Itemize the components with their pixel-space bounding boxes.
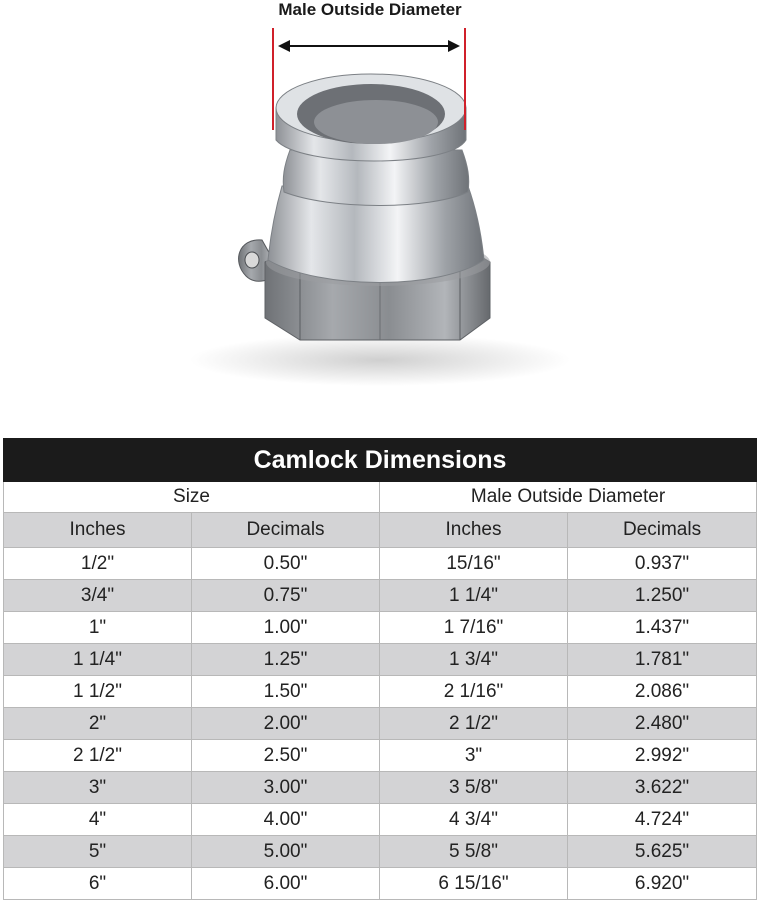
table-row — [4, 868, 757, 900]
col-od-decimals: Decimals — [568, 513, 757, 548]
size-inches-cell: 3/4" — [4, 580, 192, 612]
od-decimals-cell: 2.992" — [568, 740, 757, 772]
table-row — [4, 676, 757, 708]
od-decimals-cell: 2.480" — [568, 708, 757, 740]
size-decimals-cell: 1.25" — [192, 644, 380, 676]
size-inches-cell: 2 1/2" — [4, 740, 192, 772]
table-title: Camlock Dimensions — [4, 439, 757, 482]
size-inches-cell: 3" — [4, 772, 192, 804]
size-inches-cell: 1 1/4" — [4, 644, 192, 676]
size-decimals-cell: 4.00" — [192, 804, 380, 836]
table-row — [4, 740, 757, 772]
size-decimals-cell: 0.75" — [192, 580, 380, 612]
diameter-arrow — [278, 40, 460, 52]
size-decimals-cell: 5.00" — [192, 836, 380, 868]
size-inches-cell: 4" — [4, 804, 192, 836]
od-inches-cell: 1 3/4" — [380, 644, 568, 676]
table-row — [4, 644, 757, 676]
od-inches-cell: 1 1/4" — [380, 580, 568, 612]
diameter-label: Male Outside Diameter — [278, 0, 462, 19]
od-inches-cell: 15/16" — [380, 548, 568, 580]
od-inches-cell: 3 5/8" — [380, 772, 568, 804]
col-od-inches: Inches — [380, 513, 568, 548]
size-decimals-cell: 1.50" — [192, 676, 380, 708]
group-size: Size — [4, 482, 380, 513]
table-row — [4, 772, 757, 804]
od-decimals-cell: 0.937" — [568, 548, 757, 580]
od-inches-cell: 4 3/4" — [380, 804, 568, 836]
group-male-outside-diameter: Male Outside Diameter — [380, 482, 757, 513]
size-decimals-cell: 0.50" — [192, 548, 380, 580]
od-decimals-cell: 1.781" — [568, 644, 757, 676]
size-inches-cell: 5" — [4, 836, 192, 868]
size-inches-cell: 2" — [4, 708, 192, 740]
table-row — [4, 580, 757, 612]
size-decimals-cell: 1.00" — [192, 612, 380, 644]
size-inches-cell: 1/2" — [4, 548, 192, 580]
size-inches-cell: 1 1/2" — [4, 676, 192, 708]
od-decimals-cell: 3.622" — [568, 772, 757, 804]
size-decimals-cell: 2.50" — [192, 740, 380, 772]
od-decimals-cell: 5.625" — [568, 836, 757, 868]
od-decimals-cell: 2.086" — [568, 676, 757, 708]
od-decimals-cell: 1.250" — [568, 580, 757, 612]
od-inches-cell: 2 1/16" — [380, 676, 568, 708]
camlock-adapter-photo — [0, 0, 759, 420]
od-decimals-cell: 1.437" — [568, 612, 757, 644]
od-inches-cell: 2 1/2" — [380, 708, 568, 740]
size-decimals-cell: 2.00" — [192, 708, 380, 740]
table-row — [4, 804, 757, 836]
table-row — [4, 836, 757, 868]
table-row — [4, 612, 757, 644]
od-inches-cell: 6 15/16" — [380, 868, 568, 900]
od-decimals-cell: 4.724" — [568, 804, 757, 836]
size-inches-cell: 6" — [4, 868, 192, 900]
size-decimals-cell: 3.00" — [192, 772, 380, 804]
product-diagram — [0, 0, 759, 420]
od-inches-cell: 5 5/8" — [380, 836, 568, 868]
table-row — [4, 708, 757, 740]
col-size-inches: Inches — [4, 513, 192, 548]
size-inches-cell: 1" — [4, 612, 192, 644]
camlock-dimensions-table — [3, 438, 757, 900]
od-decimals-cell: 6.920" — [568, 868, 757, 900]
od-inches-cell: 1 7/16" — [380, 612, 568, 644]
od-inches-cell: 3" — [380, 740, 568, 772]
table-row — [4, 548, 757, 580]
col-size-decimals: Decimals — [192, 513, 380, 548]
size-decimals-cell: 6.00" — [192, 868, 380, 900]
